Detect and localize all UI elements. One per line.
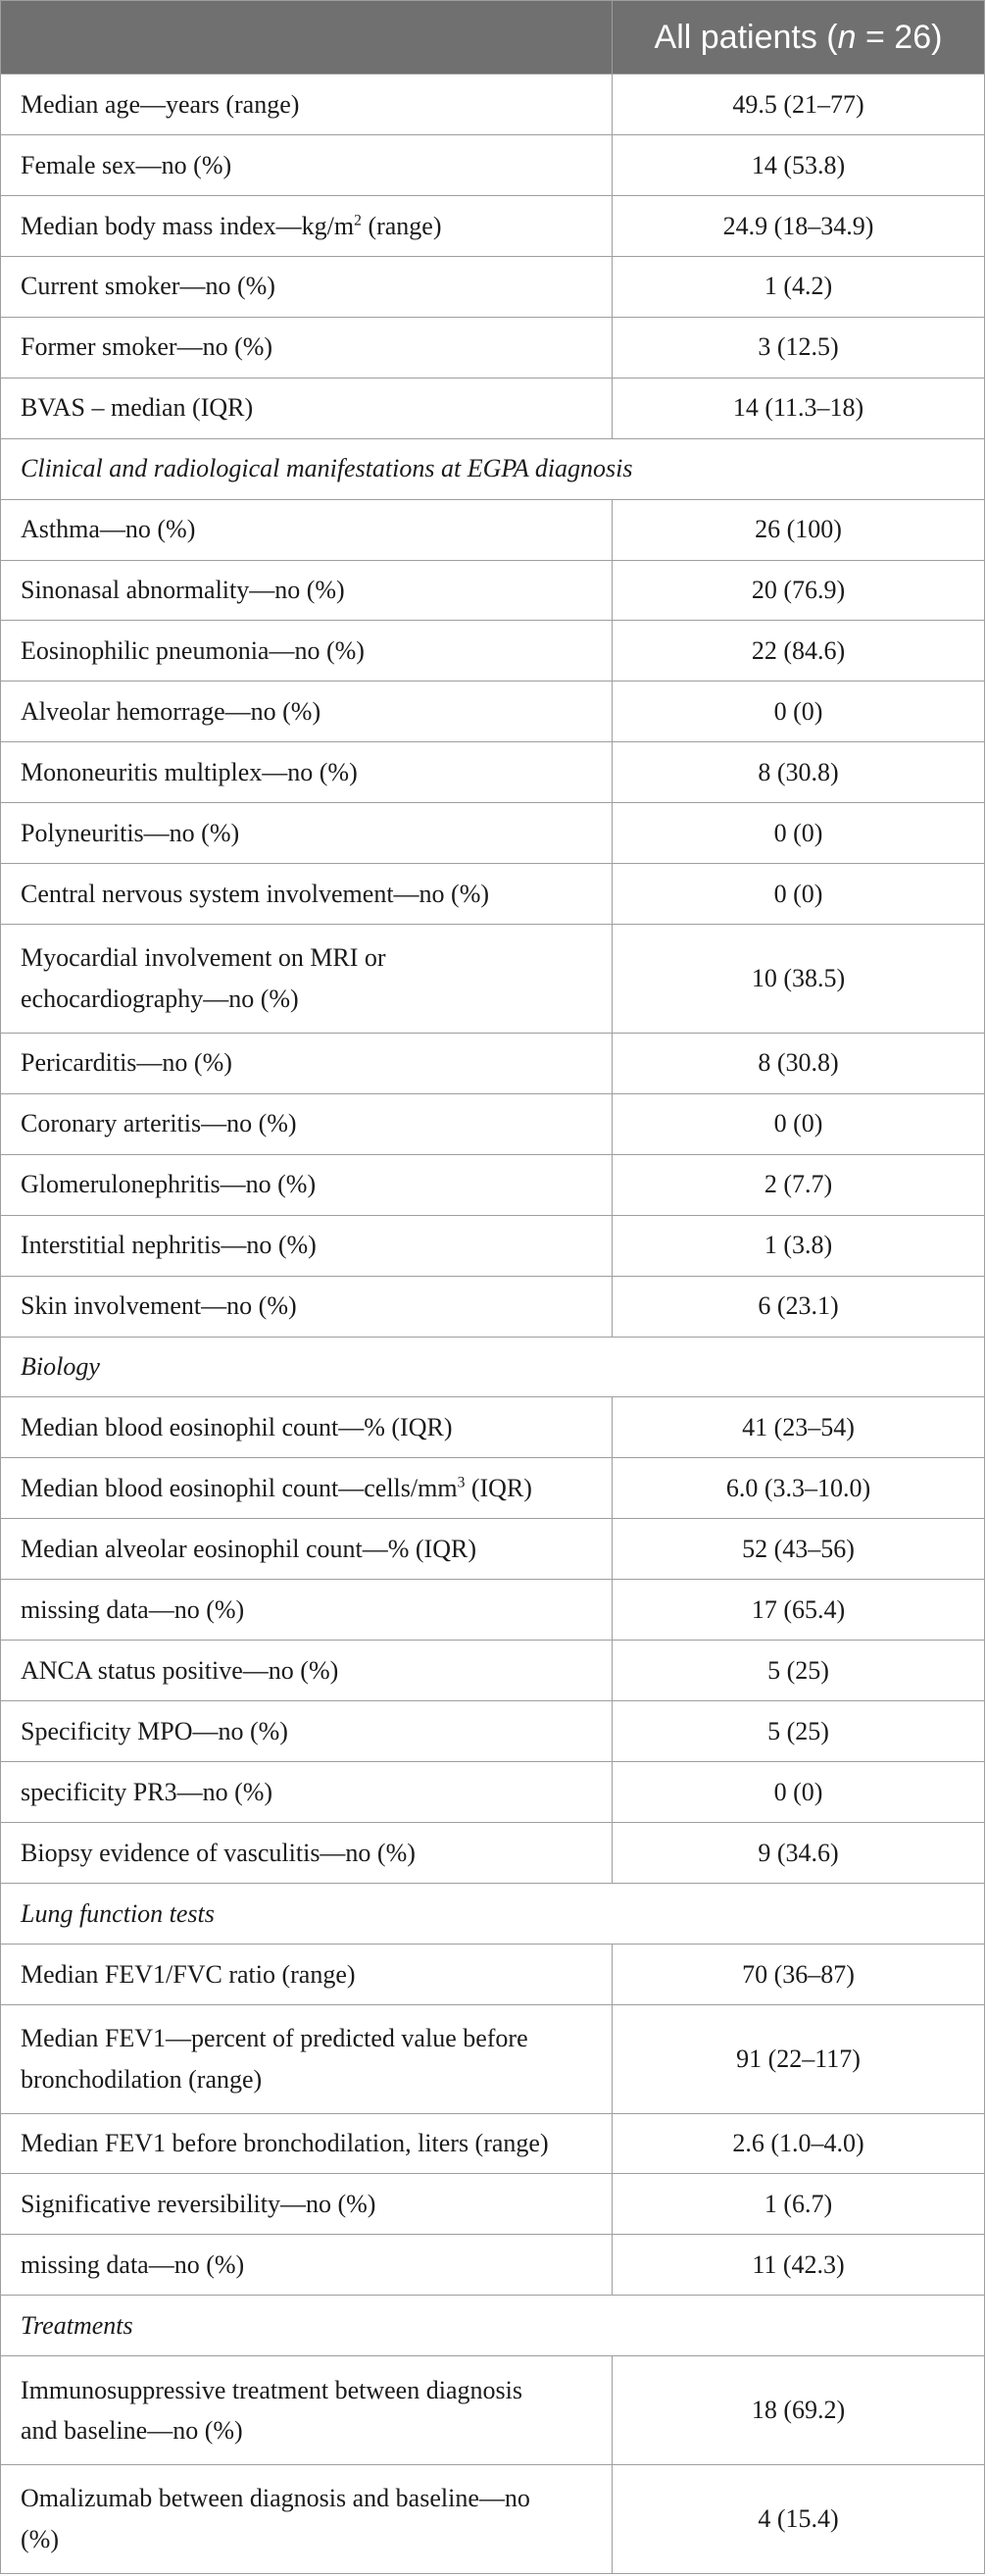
row-value: 14 (53.8) [613,134,985,195]
row-label: Alveolar hemorrage—no (%) [1,682,613,742]
row-value: 0 (0) [613,682,985,742]
row-label-line: echocardiography—no (%) [21,984,299,1013]
table-row [1,134,985,195]
row-value: 10 (38.5) [613,925,985,1034]
table-row [1,621,985,682]
table-row [1,2174,985,2235]
row-label-line: (%) [21,2524,59,2553]
row-label [1,195,613,256]
table-row [1,378,985,438]
row-label: Mononeuritis multiplex—no (%) [1,742,613,803]
row-value: 2 (7.7) [613,1154,985,1215]
table-row [1,1458,985,1519]
table-row [1,864,985,925]
row-label-line: and baseline—no (%) [21,2416,243,2446]
row-value: 70 (36–87) [613,1944,985,2004]
table-row [1,803,985,864]
row-value: 18 (69.2) [613,2356,985,2465]
table-row [1,1823,985,1884]
row-label-line: Omalizumab between diagnosis and baseline—no [21,2484,530,2513]
table-row [1,2356,985,2465]
row-value: 20 (76.9) [613,560,985,621]
header-n: n [837,18,857,56]
row-value: 8 (30.8) [613,742,985,803]
row-value: 91 (22–117) [613,2004,985,2113]
row-label: Female sex—no (%) [1,134,613,195]
table-row [1,2235,985,2296]
row-label: Interstitial nephritis—no (%) [1,1215,613,1276]
row-value: 49.5 (21–77) [613,75,985,135]
row-label: Median FEV1/FVC ratio (range) [1,1944,613,2004]
table-row [1,682,985,742]
header-blank-cell [1,1,613,75]
table-row [1,1641,985,1701]
section-heading: Clinical and radiological manifestations at EGPA diagnosis [1,438,985,499]
row-label: Skin involvement—no (%) [1,1276,613,1337]
row-value: 11 (42.3) [613,2235,985,2296]
table-row [1,1215,985,1276]
row-value: 6 (23.1) [613,1276,985,1337]
row-label [1,1458,613,1519]
header-all-patients [613,1,985,75]
row-value: 4 (15.4) [613,2464,985,2573]
row-label: Eosinophilic pneumonia—no (%) [1,621,613,682]
row-label-superscript: 2 [354,211,362,228]
table-row [1,1519,985,1580]
header-prefix: All patients ( [654,18,838,56]
section-heading: Biology [1,1337,985,1397]
row-label-suffix: (range) [361,211,442,240]
row-label: missing data—no (%) [1,1580,613,1641]
row-label: Pericarditis—no (%) [1,1033,613,1093]
header-suffix: = 26) [856,18,943,56]
table-row [1,317,985,378]
row-value: 52 (43–56) [613,1519,985,1580]
row-value: 5 (25) [613,1641,985,1701]
row-label: Median blood eosinophil count—% (IQR) [1,1397,613,1458]
row-value: 26 (100) [613,499,985,560]
row-label [1,925,613,1034]
row-label [1,2004,613,2113]
header-row [1,1,985,75]
row-value: 14 (11.3–18) [613,378,985,438]
section-row [1,1883,985,1944]
table-row [1,2004,985,2113]
row-value: 1 (3.8) [613,1215,985,1276]
row-label: Current smoker—no (%) [1,256,613,317]
table-row [1,1762,985,1823]
table-row [1,1944,985,2004]
row-label: Polyneuritis—no (%) [1,803,613,864]
table-row [1,2113,985,2174]
row-value: 6.0 (3.3–10.0) [613,1458,985,1519]
row-label-suffix: (IQR) [465,1474,532,1503]
table-row [1,1397,985,1458]
row-label: Glomerulonephritis—no (%) [1,1154,613,1215]
row-label-text: Median blood eosinophil count—cells/mm [21,1474,458,1503]
table-row [1,256,985,317]
row-value: 1 (4.2) [613,256,985,317]
row-label: Biopsy evidence of vasculitis—no (%) [1,1823,613,1884]
row-value: 9 (34.6) [613,1823,985,1884]
section-row [1,438,985,499]
row-value: 1 (6.7) [613,2174,985,2235]
row-label: Specificity MPO—no (%) [1,1701,613,1762]
row-label: Asthma—no (%) [1,499,613,560]
row-label: Median alveolar eosinophil count—% (IQR) [1,1519,613,1580]
row-value: 17 (65.4) [613,1580,985,1641]
section-row [1,2296,985,2356]
row-value: 0 (0) [613,1762,985,1823]
row-label: BVAS – median (IQR) [1,378,613,438]
row-label-line: Median FEV1—percent of predicted value before [21,2024,528,2053]
row-label: specificity PR3—no (%) [1,1762,613,1823]
table-row [1,742,985,803]
table-row [1,1033,985,1093]
table-row [1,1154,985,1215]
row-label [1,2464,613,2573]
row-value: 41 (23–54) [613,1397,985,1458]
row-label: Median FEV1 before bronchodilation, liters (range) [1,2113,613,2174]
row-label: Central nervous system involvement—no (%) [1,864,613,925]
section-heading: Treatments [1,2296,985,2356]
table-row [1,1701,985,1762]
row-label-superscript: 3 [457,1474,466,1491]
section-row [1,1337,985,1397]
row-label: Former smoker—no (%) [1,317,613,378]
row-value: 3 (12.5) [613,317,985,378]
table-row [1,2464,985,2573]
row-label: Sinonasal abnormality—no (%) [1,560,613,621]
row-value: 0 (0) [613,803,985,864]
row-label-line: bronchodilation (range) [21,2064,263,2094]
row-label: Significative reversibility—no (%) [1,2174,613,2235]
row-label-text: Median body mass index—kg/m [21,211,355,240]
table-row [1,499,985,560]
row-value: 2.6 (1.0–4.0) [613,2113,985,2174]
section-heading: Lung function tests [1,1883,985,1944]
row-label-line: Immunosuppressive treatment between diagnosis [21,2375,522,2404]
row-value: 8 (30.8) [613,1033,985,1093]
row-value: 0 (0) [613,864,985,925]
row-label-line: Myocardial involvement on MRI or [21,943,386,973]
row-label [1,2356,613,2465]
table-row [1,1093,985,1154]
row-label: ANCA status positive—no (%) [1,1641,613,1701]
row-label: Median age—years (range) [1,75,613,135]
row-value: 24.9 (18–34.9) [613,195,985,256]
row-value: 5 (25) [613,1701,985,1762]
row-label: missing data—no (%) [1,2235,613,2296]
table-row [1,560,985,621]
table-row [1,925,985,1034]
table-row [1,195,985,256]
table-row [1,1276,985,1337]
row-value: 0 (0) [613,1093,985,1154]
row-value: 22 (84.6) [613,621,985,682]
table-row [1,75,985,135]
row-label: Coronary arteritis—no (%) [1,1093,613,1154]
table-row [1,1580,985,1641]
table-body [1,75,985,2574]
